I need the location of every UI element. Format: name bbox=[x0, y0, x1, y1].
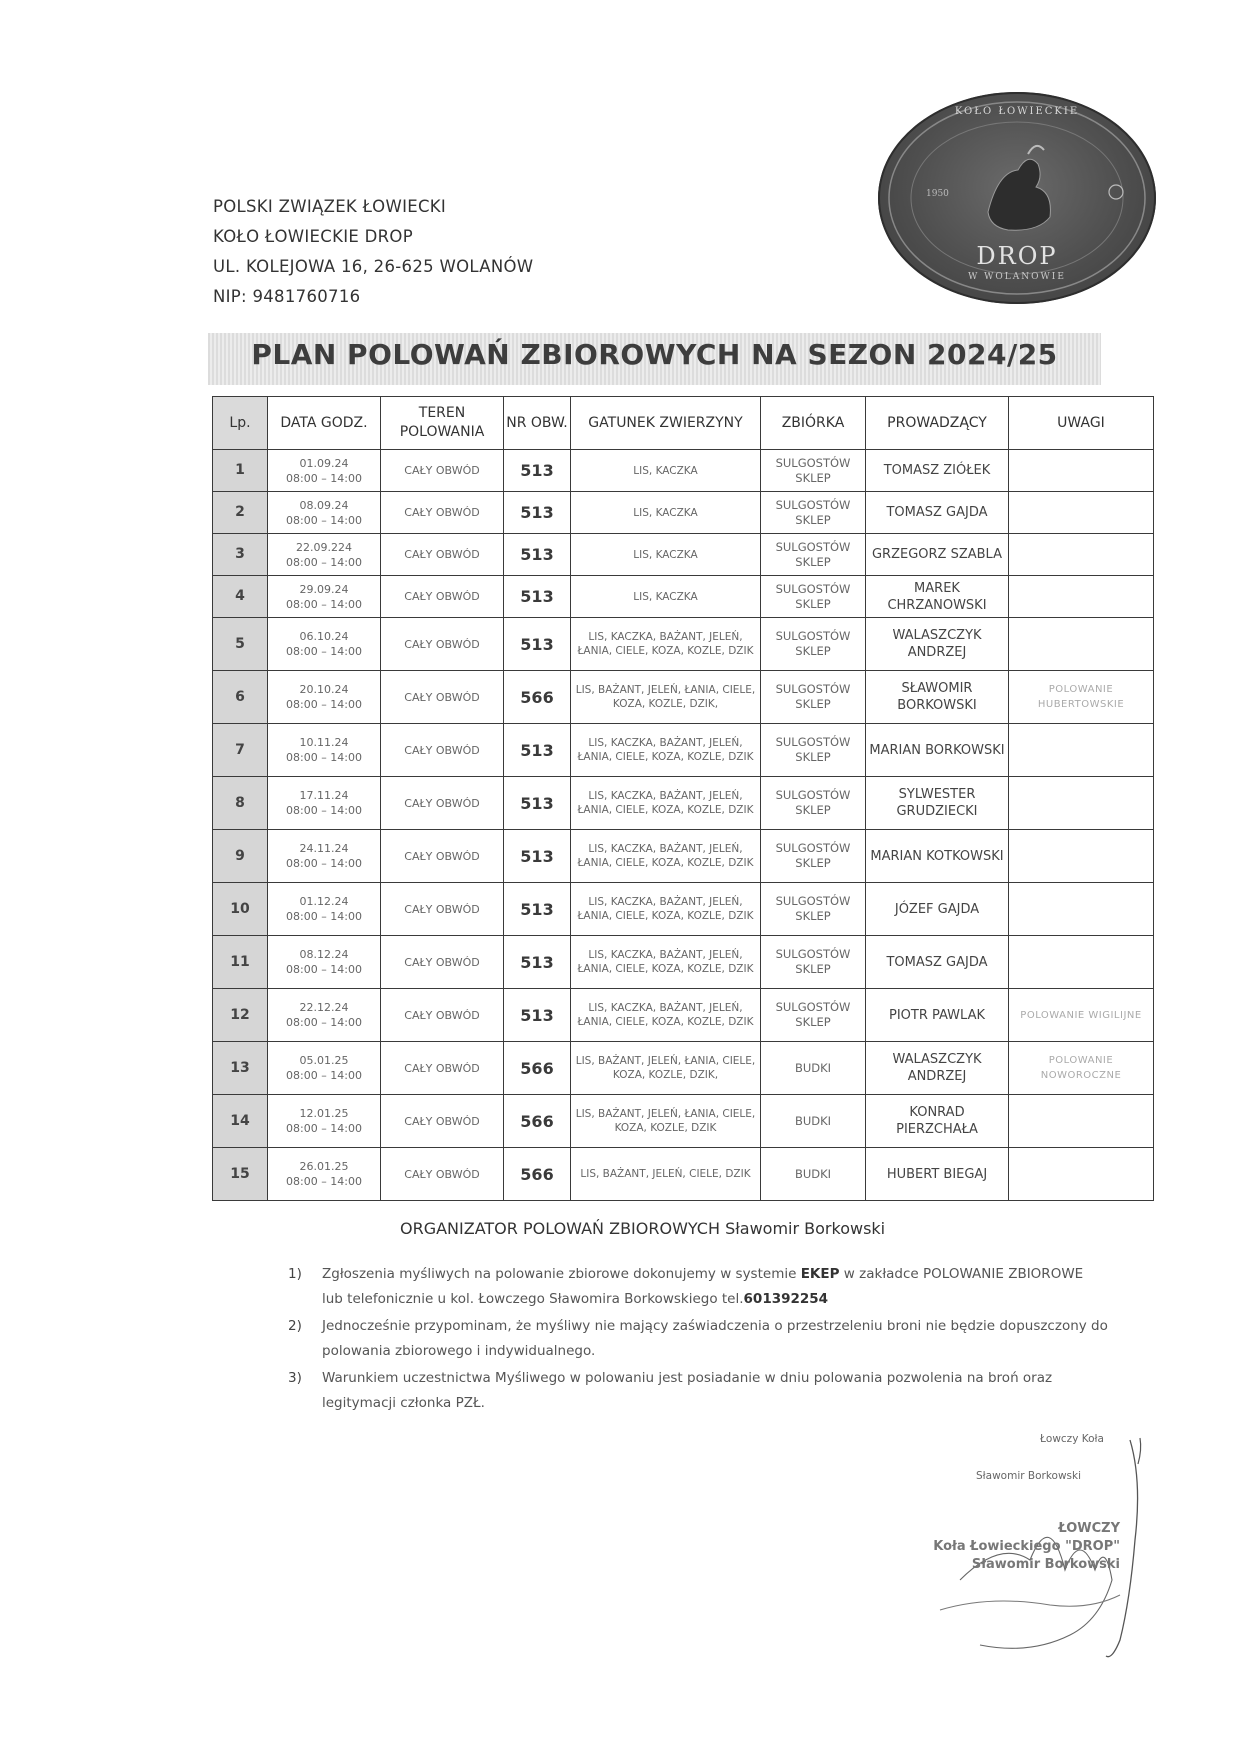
row-meeting-point: SULGOSTÓW SKLEP bbox=[761, 777, 866, 830]
seal-top-text: KOŁO ŁOWIECKIE bbox=[954, 106, 1080, 117]
row-date: 01.09.24 bbox=[299, 456, 349, 470]
row-leader: TOMASZ GAJDA bbox=[866, 936, 1009, 989]
row-species: LIS, KACZKA bbox=[571, 576, 761, 618]
row-terrain: CAŁY OBWÓD bbox=[381, 618, 504, 671]
row-district-number: 513 bbox=[504, 576, 571, 618]
row-date: 24.11.24 bbox=[299, 842, 349, 855]
header-district-number: NR OBW. bbox=[504, 397, 571, 450]
table-row bbox=[213, 989, 1154, 1042]
note-item bbox=[288, 1314, 1108, 1364]
row-leader: KONRAD PIERZCHAŁA bbox=[866, 1095, 1009, 1148]
table-row bbox=[213, 534, 1154, 576]
row-lp: 11 bbox=[213, 936, 268, 989]
table-header-row bbox=[213, 397, 1154, 450]
row-lp: 7 bbox=[213, 724, 268, 777]
row-species: LIS, KACZKA, BAŻANT, JELEŃ, ŁANIA, CIELE, KOZA, KOZLE, DZIK bbox=[571, 989, 761, 1042]
row-time: 08:00 – 14:00 bbox=[286, 513, 362, 527]
seal-year: 1950 bbox=[926, 189, 949, 199]
row-time: 08:00 – 14:00 bbox=[286, 1175, 362, 1188]
row-lp: 12 bbox=[213, 989, 268, 1042]
row-leader: TOMASZ GAJDA bbox=[866, 492, 1009, 534]
table-row bbox=[213, 777, 1154, 830]
row-leader: SŁAWOMIR BORKOWSKI bbox=[866, 671, 1009, 724]
row-lp: 9 bbox=[213, 830, 268, 883]
row-datetime bbox=[268, 450, 381, 492]
row-datetime bbox=[268, 777, 381, 830]
row-datetime bbox=[268, 724, 381, 777]
row-time: 08:00 – 14:00 bbox=[286, 963, 362, 976]
row-remarks bbox=[1009, 777, 1154, 830]
row-leader: SYLWESTER GRUDZIECKI bbox=[866, 777, 1009, 830]
row-species: LIS, KACZKA bbox=[571, 534, 761, 576]
row-species: LIS, BAŻANT, JELEŃ, ŁANIA, CIELE, KOZA, KOZLE, DZIK, bbox=[571, 1042, 761, 1095]
note-item bbox=[288, 1262, 1108, 1312]
row-meeting-point: SULGOSTÓW SKLEP bbox=[761, 671, 866, 724]
row-datetime bbox=[268, 989, 381, 1042]
row-remarks bbox=[1009, 1148, 1154, 1201]
row-terrain: CAŁY OBWÓD bbox=[381, 671, 504, 724]
row-remarks: POLOWANIE HUBERTOWSKIE bbox=[1009, 671, 1154, 724]
note-number: 3) bbox=[288, 1370, 302, 1386]
row-datetime bbox=[268, 1148, 381, 1201]
row-remarks bbox=[1009, 450, 1154, 492]
row-terrain: CAŁY OBWÓD bbox=[381, 830, 504, 883]
row-date: 08.09.24 bbox=[299, 498, 349, 512]
seal-name: DROP bbox=[976, 242, 1058, 270]
row-leader: HUBERT BIEGAJ bbox=[866, 1148, 1009, 1201]
row-district-number: 513 bbox=[504, 777, 571, 830]
seal-bottom-text: W WOLANOWIE bbox=[968, 272, 1066, 282]
row-date: 01.12.24 bbox=[299, 895, 349, 908]
table-row bbox=[213, 671, 1154, 724]
system-name: EKEP bbox=[800, 1266, 840, 1282]
row-district-number: 513 bbox=[504, 618, 571, 671]
header-species: GATUNEK ZWIERZYNY bbox=[571, 397, 761, 450]
table-row bbox=[213, 936, 1154, 989]
row-datetime bbox=[268, 671, 381, 724]
row-time: 08:00 – 14:00 bbox=[286, 698, 362, 711]
row-time: 08:00 – 14:00 bbox=[286, 471, 362, 485]
row-time: 08:00 – 14:00 bbox=[286, 1016, 362, 1029]
row-meeting-point: SULGOSTÓW SKLEP bbox=[761, 534, 866, 576]
row-terrain: CAŁY OBWÓD bbox=[381, 450, 504, 492]
row-remarks bbox=[1009, 576, 1154, 618]
row-species: LIS, KACZKA, BAŻANT, JELEŃ, ŁANIA, CIELE, KOZA, KOZLE, DZIK bbox=[571, 883, 761, 936]
row-species: LIS, KACZKA, BAŻANT, JELEŃ, ŁANIA, CIELE, KOZA, KOZLE, DZIK bbox=[571, 830, 761, 883]
row-time: 08:00 – 14:00 bbox=[286, 910, 362, 923]
row-remarks bbox=[1009, 618, 1154, 671]
row-lp: 3 bbox=[213, 534, 268, 576]
row-meeting-point: SULGOSTÓW SKLEP bbox=[761, 618, 866, 671]
row-terrain: CAŁY OBWÓD bbox=[381, 1095, 504, 1148]
row-species: LIS, BAŻANT, JELEŃ, CIELE, DZIK bbox=[571, 1148, 761, 1201]
row-species: LIS, KACZKA bbox=[571, 492, 761, 534]
row-species: LIS, KACZKA, BAŻANT, JELEŃ, ŁANIA, CIELE, KOZA, KOZLE, DZIK bbox=[571, 777, 761, 830]
signature-name: Sławomir Borkowski bbox=[976, 1470, 1082, 1482]
row-remarks bbox=[1009, 830, 1154, 883]
row-time: 08:00 – 14:00 bbox=[286, 555, 362, 569]
header-terrain: TEREN POLOWANIA bbox=[381, 397, 504, 450]
row-meeting-point: BUDKI bbox=[761, 1042, 866, 1095]
row-date: 22.09.224 bbox=[296, 540, 352, 554]
row-leader: GRZEGORZ SZABLA bbox=[866, 534, 1009, 576]
row-remarks bbox=[1009, 534, 1154, 576]
signature-role: Łowczy Koła bbox=[1040, 1433, 1104, 1445]
row-date: 05.01.25 bbox=[299, 1054, 349, 1067]
header-line-address: UL. KOLEJOWA 16, 26-625 WOLANÓW bbox=[213, 257, 534, 276]
stamp-line-title: ŁOWCZY bbox=[1058, 1521, 1120, 1536]
document-title: PLAN POLOWAŃ ZBIOROWYCH NA SEZON 2024/25 bbox=[251, 338, 1058, 371]
row-datetime bbox=[268, 618, 381, 671]
table-row bbox=[213, 1042, 1154, 1095]
row-district-number: 566 bbox=[504, 1148, 571, 1201]
row-district-number: 513 bbox=[504, 936, 571, 989]
row-lp: 13 bbox=[213, 1042, 268, 1095]
row-lp: 10 bbox=[213, 883, 268, 936]
row-datetime bbox=[268, 883, 381, 936]
note-number: 2) bbox=[288, 1318, 302, 1334]
row-date: 10.11.24 bbox=[299, 736, 349, 749]
notes-list bbox=[288, 1262, 1108, 1418]
row-date: 08.12.24 bbox=[299, 948, 349, 961]
row-terrain: CAŁY OBWÓD bbox=[381, 492, 504, 534]
row-district-number: 513 bbox=[504, 492, 571, 534]
row-species: LIS, BAŻANT, JELEŃ, ŁANIA, CIELE, KOZA, KOZLE, DZIK bbox=[571, 1095, 761, 1148]
table-row bbox=[213, 576, 1154, 618]
table-row bbox=[213, 1095, 1154, 1148]
row-date: 22.12.24 bbox=[299, 1001, 349, 1014]
table-row bbox=[213, 450, 1154, 492]
row-leader: JÓZEF GAJDA bbox=[866, 883, 1009, 936]
table-row bbox=[213, 883, 1154, 936]
row-terrain: CAŁY OBWÓD bbox=[381, 1042, 504, 1095]
row-leader: PIOTR PAWLAK bbox=[866, 989, 1009, 1042]
header-date: DATA GODZ. bbox=[268, 397, 381, 450]
row-terrain: CAŁY OBWÓD bbox=[381, 1148, 504, 1201]
table-row bbox=[213, 724, 1154, 777]
header-line-club: KOŁO ŁOWIECKIE DROP bbox=[213, 227, 413, 246]
organization-header bbox=[213, 192, 533, 312]
row-remarks bbox=[1009, 492, 1154, 534]
club-seal bbox=[878, 92, 1156, 304]
row-meeting-point: BUDKI bbox=[761, 1148, 866, 1201]
row-terrain: CAŁY OBWÓD bbox=[381, 936, 504, 989]
row-terrain: CAŁY OBWÓD bbox=[381, 777, 504, 830]
row-datetime bbox=[268, 576, 381, 618]
row-district-number: 566 bbox=[504, 1095, 571, 1148]
note-text: Jednocześnie przypominam, że myśliwy nie mający zaświadczenia o przestrzeleniu broni nie będzie dopuszczony do polowania zbiorowego i indywidualnego. bbox=[322, 1318, 1108, 1359]
row-date: 20.10.24 bbox=[299, 683, 349, 696]
table-row bbox=[213, 1148, 1154, 1201]
row-terrain: CAŁY OBWÓD bbox=[381, 534, 504, 576]
row-datetime bbox=[268, 534, 381, 576]
stamp-line-name: Sławomir Borkowski bbox=[971, 1557, 1120, 1572]
row-species: LIS, KACZKA bbox=[571, 450, 761, 492]
row-meeting-point: SULGOSTÓW SKLEP bbox=[761, 830, 866, 883]
row-datetime bbox=[268, 492, 381, 534]
row-lp: 6 bbox=[213, 671, 268, 724]
row-leader: MARIAN KOTKOWSKI bbox=[866, 830, 1009, 883]
row-datetime bbox=[268, 1095, 381, 1148]
row-date: 26.01.25 bbox=[299, 1160, 349, 1173]
title-banner bbox=[208, 333, 1101, 385]
row-datetime bbox=[268, 936, 381, 989]
row-remarks bbox=[1009, 1095, 1154, 1148]
row-time: 08:00 – 14:00 bbox=[286, 1122, 362, 1135]
row-lp: 5 bbox=[213, 618, 268, 671]
official-stamp bbox=[900, 1520, 1120, 1574]
header-meeting-point: ZBIÓRKA bbox=[761, 397, 866, 450]
note-text: Warunkiem uczestnictwa Myśliwego w polowaniu jest posiadanie w dniu polowania pozwolenia na broń oraz legitymacji członka PZŁ. bbox=[322, 1370, 1053, 1411]
row-species: LIS, KACZKA, BAŻANT, JELEŃ, ŁANIA, CIELE, KOZA, KOZLE, DZIK bbox=[571, 724, 761, 777]
note-text bbox=[322, 1262, 1108, 1312]
row-lp: 1 bbox=[213, 450, 268, 492]
row-district-number: 513 bbox=[504, 989, 571, 1042]
row-datetime bbox=[268, 1042, 381, 1095]
row-terrain: CAŁY OBWÓD bbox=[381, 576, 504, 618]
row-lp: 15 bbox=[213, 1148, 268, 1201]
row-species: LIS, BAŻANT, JELEŃ, ŁANIA, CIELE, KOZA, KOZLE, DZIK, bbox=[571, 671, 761, 724]
table-row bbox=[213, 830, 1154, 883]
table-row bbox=[213, 492, 1154, 534]
header-leader: PROWADZĄCY bbox=[866, 397, 1009, 450]
row-date: 29.09.24 bbox=[299, 582, 349, 596]
row-meeting-point: SULGOSTÓW SKLEP bbox=[761, 989, 866, 1042]
row-time: 08:00 – 14:00 bbox=[286, 857, 362, 870]
hunting-plan-table bbox=[212, 396, 1154, 1201]
row-date: 12.01.25 bbox=[299, 1107, 349, 1120]
phone-number: 601392254 bbox=[743, 1291, 829, 1307]
row-leader: MARIAN BORKOWSKI bbox=[866, 724, 1009, 777]
header-remarks: UWAGI bbox=[1009, 397, 1154, 450]
row-date: 06.10.24 bbox=[299, 630, 349, 643]
header-line-association: POLSKI ZWIĄZEK ŁOWIECKI bbox=[213, 197, 447, 216]
row-species: LIS, KACZKA, BAŻANT, JELEŃ, ŁANIA, CIELE, KOZA, KOZLE, DZIK bbox=[571, 936, 761, 989]
row-leader: TOMASZ ZIÓŁEK bbox=[866, 450, 1009, 492]
row-district-number: 513 bbox=[504, 534, 571, 576]
row-time: 08:00 – 14:00 bbox=[286, 645, 362, 658]
note-number: 1) bbox=[288, 1266, 302, 1282]
header-lp: Lp. bbox=[213, 397, 268, 450]
row-district-number: 513 bbox=[504, 830, 571, 883]
row-species: LIS, KACZKA, BAŻANT, JELEŃ, ŁANIA, CIELE, KOZA, KOZLE, DZIK bbox=[571, 618, 761, 671]
row-district-number: 513 bbox=[504, 883, 571, 936]
row-lp: 8 bbox=[213, 777, 268, 830]
row-date: 17.11.24 bbox=[299, 789, 349, 802]
row-meeting-point: SULGOSTÓW SKLEP bbox=[761, 936, 866, 989]
row-time: 08:00 – 14:00 bbox=[286, 597, 362, 611]
row-terrain: CAŁY OBWÓD bbox=[381, 989, 504, 1042]
row-remarks bbox=[1009, 883, 1154, 936]
row-terrain: CAŁY OBWÓD bbox=[381, 724, 504, 777]
row-district-number: 566 bbox=[504, 671, 571, 724]
note-item bbox=[288, 1366, 1108, 1416]
row-remarks: POLOWANIE WIGILIJNE bbox=[1009, 989, 1154, 1042]
row-meeting-point: SULGOSTÓW SKLEP bbox=[761, 576, 866, 618]
row-meeting-point: SULGOSTÓW SKLEP bbox=[761, 492, 866, 534]
row-lp: 2 bbox=[213, 492, 268, 534]
row-district-number: 513 bbox=[504, 724, 571, 777]
organizer-line: ORGANIZATOR POLOWAŃ ZBIOROWYCH Sławomir Borkowski bbox=[400, 1219, 886, 1238]
row-leader: WALASZCZYK ANDRZEJ bbox=[866, 1042, 1009, 1095]
row-district-number: 566 bbox=[504, 1042, 571, 1095]
row-meeting-point: SULGOSTÓW SKLEP bbox=[761, 450, 866, 492]
row-remarks bbox=[1009, 936, 1154, 989]
header-line-nip: NIP: 9481760716 bbox=[213, 287, 361, 306]
row-time: 08:00 – 14:00 bbox=[286, 804, 362, 817]
row-leader: WALASZCZYK ANDRZEJ bbox=[866, 618, 1009, 671]
row-meeting-point: BUDKI bbox=[761, 1095, 866, 1148]
row-leader: MAREK CHRZANOWSKI bbox=[866, 576, 1009, 618]
row-lp: 14 bbox=[213, 1095, 268, 1148]
row-remarks bbox=[1009, 724, 1154, 777]
row-lp: 4 bbox=[213, 576, 268, 618]
row-remarks: POLOWANIE NOWOROCZNE bbox=[1009, 1042, 1154, 1095]
row-meeting-point: SULGOSTÓW SKLEP bbox=[761, 883, 866, 936]
row-district-number: 513 bbox=[504, 450, 571, 492]
note-text-part: Zgłoszenia myśliwych na polowanie zbiorowe dokonujemy w systemie bbox=[322, 1266, 801, 1282]
row-meeting-point: SULGOSTÓW SKLEP bbox=[761, 724, 866, 777]
note-text-part: w zakładce POLOWANIE ZBIOROWE lub telefonicznie u kol. Łowczego Sławomira Borkowskiego tel. bbox=[322, 1266, 1084, 1307]
row-time: 08:00 – 14:00 bbox=[286, 1069, 362, 1082]
row-time: 08:00 – 14:00 bbox=[286, 751, 362, 764]
table-row bbox=[213, 618, 1154, 671]
row-datetime bbox=[268, 830, 381, 883]
row-terrain: CAŁY OBWÓD bbox=[381, 883, 504, 936]
stamp-line-club: Koła Łowieckiego "DROP" bbox=[933, 1539, 1120, 1554]
